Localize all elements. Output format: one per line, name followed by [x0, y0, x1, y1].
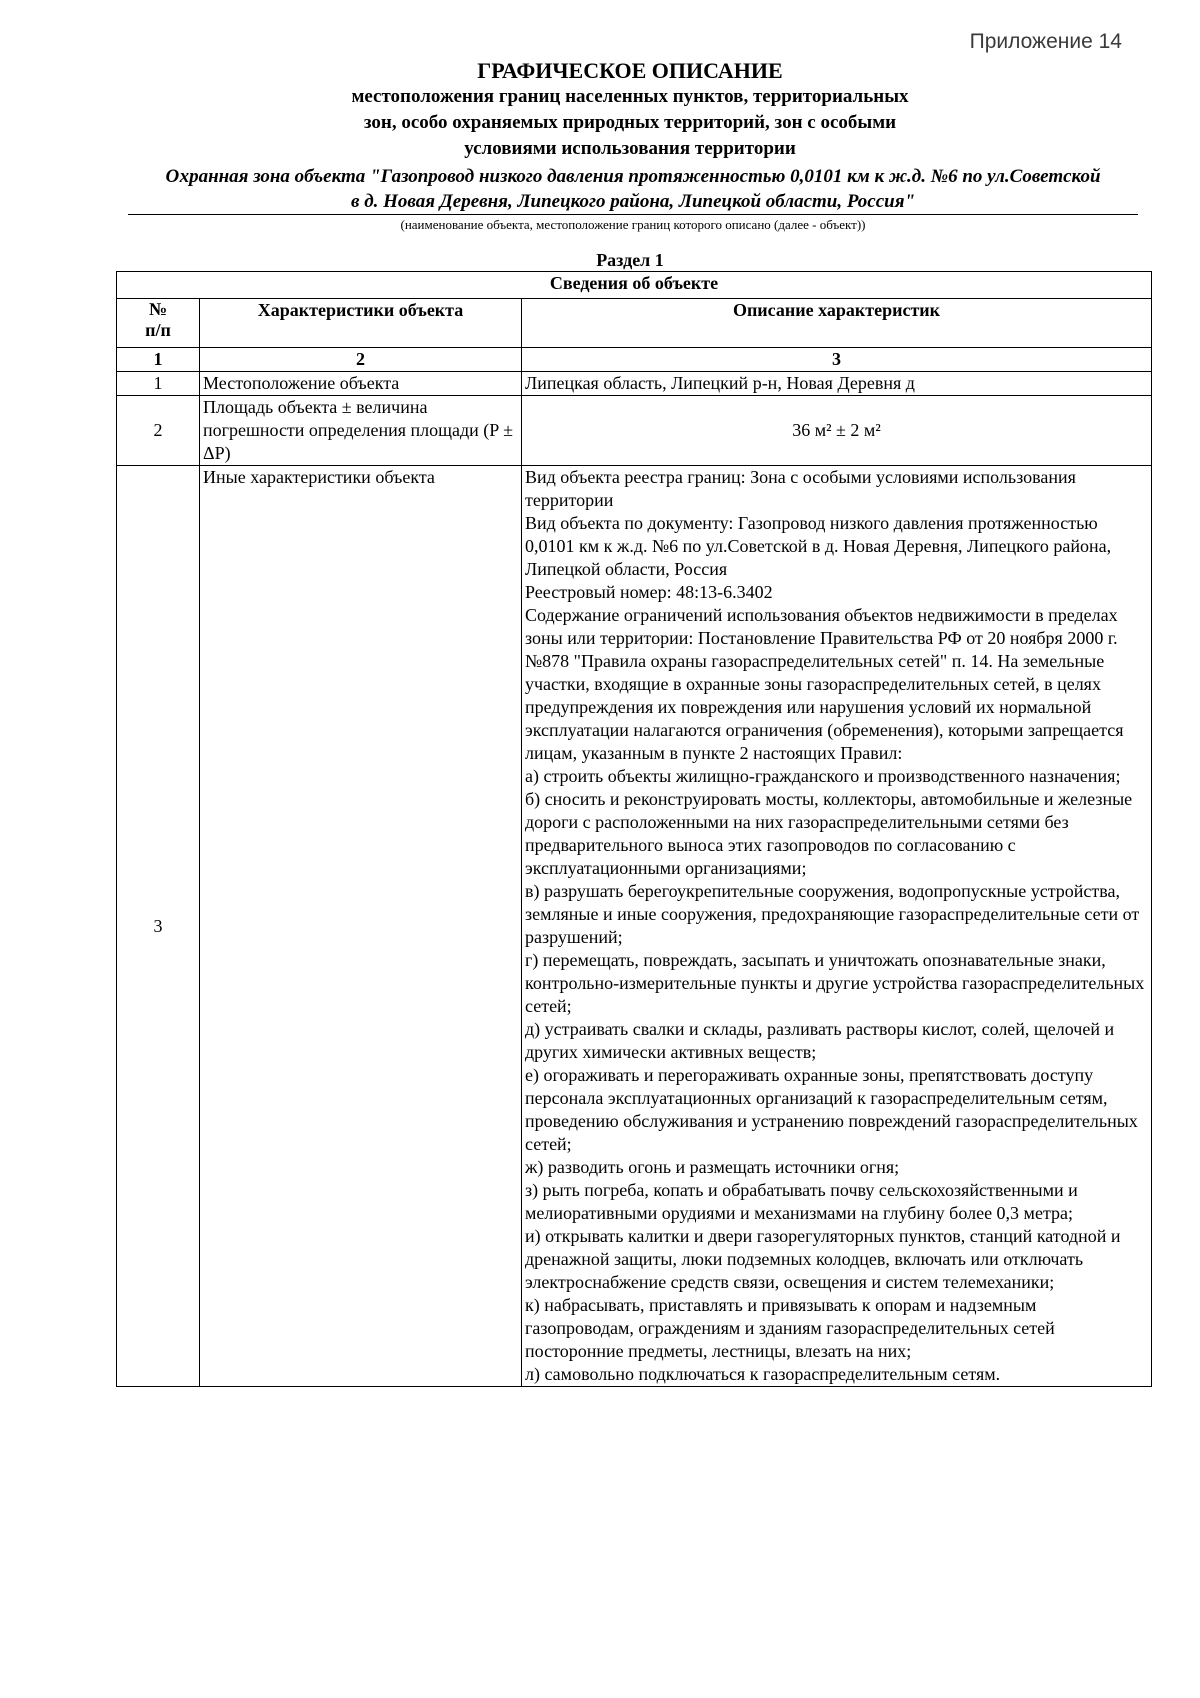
object-name [128, 164, 1138, 214]
object-name-line: в д. Новая Деревня, Липецкого района, Липецкой области, Россия" [350, 191, 916, 212]
row-number: 2 [117, 396, 200, 466]
object-underline [128, 214, 1138, 215]
description-paragraph: з) рыть погреба, копать и обрабатывать почву сельскохозяйственными и мелиоративными орудиями и механизмами на глубину более 0,3 метра; [525, 1180, 1078, 1223]
col-number: 1 [117, 348, 200, 372]
description-paragraph: а) строить объекты жилищно-гражданского и производственного назначения; [525, 766, 1121, 786]
col-number: 3 [522, 348, 1152, 372]
table-caption: Сведения об объекте [117, 272, 1152, 299]
description-paragraph: Содержание ограничений использования объектов недвижимости в пределах зоны или территории: Постановление Правительства РФ от 20 ноября 2000 г. №878 "Правила охраны газораспределительных сетей" п. 14. На земельные участки, входящие в охранные зоны газораспределительных сетей, в целях предупреждения их повреждения или нарушения условий их нормальной эксплуатации налагаются ограничения (обременения), которыми запрещается лицам, указанным в пункте 2 настоящих Правил: [525, 605, 1124, 763]
row-characteristic: Иные характеристики объекта [200, 466, 522, 1387]
row-characteristic: Площадь объекта ± величина погрешности определения площади (P ± ΔP) [200, 396, 522, 466]
row-description [522, 466, 1152, 1387]
description-paragraph: ж) разводить огонь и размещать источники огня; [525, 1157, 900, 1177]
description-paragraph: д) устраивать свалки и склады, разливать растворы кислот, солей, щелочей и других химически активных веществ; [525, 1019, 1115, 1062]
row-number: 1 [117, 372, 200, 396]
table-row [117, 396, 1152, 466]
description-paragraph: г) перемещать, повреждать, засыпать и уничтожать опознавательные знаки, контрольно-измерительные пункты и другие устройства газораспределительных сетей; [525, 950, 1145, 1016]
row-number: 3 [117, 466, 200, 1387]
description-paragraph: и) открывать калитки и двери газорегуляторных пунктов, станций катодной и дренажной защиты, люки подземных колодцев, включать или отключать электроснабжение средств связи, освещения и систем телемеханики; [525, 1226, 1121, 1292]
document-title: ГРАФИЧЕСКОЕ ОПИСАНИЕ [477, 58, 783, 83]
description-paragraph: е) огораживать и перегораживать охранные зоны, препятствовать доступу персонала эксплуатационных организаций к газораспределительным сетям, проведению обслуживания и устранению повреждений газораспределительных сетей; [525, 1065, 1138, 1154]
table-row [117, 372, 1152, 396]
row-characteristic: Местоположение объекта [200, 372, 522, 396]
section-title: Раздел 1 [596, 250, 664, 270]
description-paragraph: к) набрасывать, приставлять и привязывать к опорам и надземным газопроводам, ограждениям и зданиям газораспределительных сетей посторонние предметы, лестницы, влезать на них; [525, 1295, 1055, 1361]
description-paragraph: б) сносить и реконструировать мосты, коллекторы, автомобильные и железные дороги с расположенными на них газораспределительными сетями без предварительного выноса этих газопроводов по согласованию с эксплуатационными организациями; [525, 789, 1133, 878]
description-paragraph: л) самовольно подключаться к газораспределительным сетям. [525, 1364, 1001, 1384]
appendix-label: Приложение 14 [969, 30, 1122, 53]
description-paragraph: в) разрушать берегоукрепительные сооружения, водопропускные устройства, земляные и иные сооружения, предохраняющие газораспределительные сети от разрушений; [525, 881, 1140, 947]
description-paragraph: Вид объекта по документу: Газопровод низкого давления протяженностью 0,0101 км к ж.д. №6 по ул.Советской в д. Новая Деревня, Липецкого района, Липецкой области, Россия [525, 513, 1112, 579]
object-info-table [116, 271, 1152, 1387]
object-caption: (наименование объекта, местоположение границ которого описано (далее - объект)) [400, 217, 866, 232]
table-row [117, 466, 1152, 1387]
object-name-line: Охранная зона объекта "Газопровод низкого давления протяженностью 0,0101 км к ж.д. №6 по ул.Советской [165, 166, 1101, 187]
subtitle-line: зон, особо охраняемых природных территорий, зон с особыми [363, 112, 897, 133]
row-description: Липецкая область, Липецкий р-н, Новая Деревня д [522, 372, 1152, 396]
description-paragraph: Вид объекта реестра границ: Зона с особыми условиями использования территории [525, 467, 1076, 510]
col-header-number: № п/п [117, 299, 200, 348]
row-description: 36 м² ± 2 м² [522, 396, 1152, 466]
col-number: 2 [200, 348, 522, 372]
description-paragraph: Реестровый номер: 48:13-6.3402 [525, 582, 773, 602]
col-header-description: Описание характеристик [522, 299, 1152, 348]
subtitle-line: условиями использования территории [464, 138, 796, 159]
col-header-characteristic: Характеристики объекта [200, 299, 522, 348]
document-subtitle [0, 84, 1200, 162]
subtitle-line: местоположения границ населенных пунктов, территориальных [351, 86, 909, 107]
